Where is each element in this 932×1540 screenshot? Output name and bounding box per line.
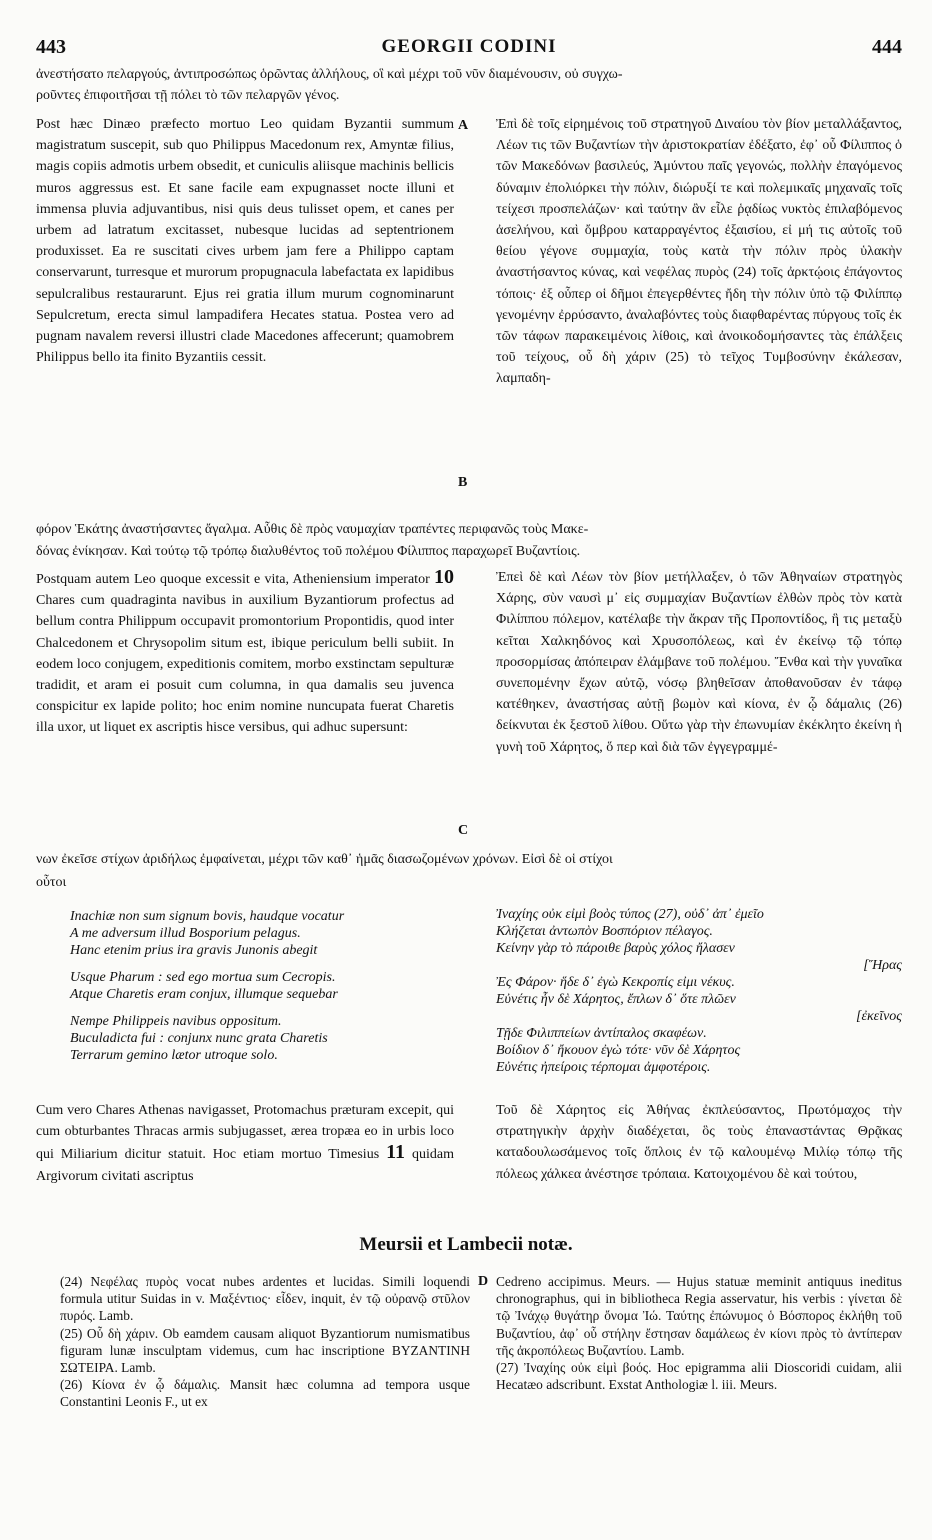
margin-marker-c: C <box>458 823 469 838</box>
section-number-11: 11 <box>386 1141 406 1164</box>
note-25: (25) Οὗ δὴ χάριν. Ob eamdem causam aliquot Byzantiorum numismatibus figuram lunæ insculptam videmus, cum hac inscriptione ΒΥΖΑΝΤΙΝΗ ΣΩΤΕΙΡΑ. Lamb. <box>60 1325 470 1376</box>
greek-verses: Ἰναχίης οὐκ εἰμὶ βοὸς τύπος (27), οὐδ᾽ ἀπ᾽ ἐμεῖο Κλήζεται ἀντωπὸν Βοσπόριον πέλαγος. Κείνην γὰρ τὸ πάροιθε βαρὺς χόλος ἤλασεν [Ἥρας Ἐς Φάρον· ἥδε δ᾽ ἐγὼ Κεκροπίς εἰμι νέκυς. Εὐνέτις ἦν δὲ Χάρητος, ἔπλων δ᾽ ὅτε πλῶεν [ἐκεῖνος Τῇδε Φιλιππείων ἀντίπαλος σκαφέων. Βοίδιον δ᾽ ἤκουον ἐγὼ τότε· νῦν δὲ Χάρητος Εὐνέτις ἠπείροις τέρπομαι ἀμφοτέροις. <box>496 907 902 1075</box>
margin-marker-a: A <box>458 118 469 133</box>
page-number-left: 443 <box>36 36 66 58</box>
greek-full-line-2: δόνας ἐνίκησαν. Καὶ τούτῳ τῷ τρόπῳ διαλυθέντος τοῦ πολέμου Φίλιππος παραχωρεῖ Βυζαντίοις. <box>36 544 581 559</box>
section-number-10: 10 <box>434 566 454 588</box>
notes-right-column <box>496 1273 902 1393</box>
latin-verses: Inachiæ non sum signum bovis, haudque vocatur A me adversum illud Bosporium pelagus. Hanc etenim prius ira gravis Junonis abegit Usque Pharum : sed ego mortua sum Cecropis. Atque Charetis eram conjux, illumque sequebar Nempe Philippeis navibus oppositum. Buculadicta fui : conjunx nunc grata Charetis Terrarum gemino lætor utroque solo. <box>70 909 345 1063</box>
page-header <box>36 36 902 62</box>
page-number-right: 444 <box>872 36 902 58</box>
greek-full-line-3: νων ἐκεῖσε στίχων ἀριδήλως ἐμφαίνεται, μέχρι τῶν καθ᾽ ἡμᾶς διασωζομένων χρόνων. Εἰσὶ δὲ οἱ στίχοι <box>36 852 613 867</box>
note-26: (26) Κίονα ἐν ᾧ δάμαλις. Mansit hæc columna ad tempora usque Constantini Leonis F., ut ex <box>60 1377 470 1410</box>
greek-paragraph-1: Ἐπὶ δὲ τοῖς εἰρημένοις τοῦ στρατηγοῦ Διναίου τὸν βίον μεταλλάξαντος, Λέων τις τῶν Βυζαντίων τὴν ἀριστοκρατίαν ἐδέξατο, ἐφ᾽ οὗ Φίλιππος ὁ τῶν Μακεδόνων βασιλεύς, Ἀμύντου παῖς γεγονώς, πολλὴν ἐπαγόμενος δύναμιν ἐπολιόρκει τὴν πόλιν, διώρυξί τε καὶ πολεμικαῖς μηχαναῖς τοῖς τείχεσι προσπελάζων· καὶ ταύτην ἂν εἶλε ῥᾳδίως νυκτὸς ἐπιλαβόμενος ἀσελήνου, καὶ ὄμβρου καταρραγέντος ἐξαισίου, εἰ μή τις αὐτοῖς τοῦ θείου γέγονε συμμαχία, τοὺς κατὰ τὴν πόλιν πρὸς ὑλακὴν ἀναστήσαντος κύνας, καὶ νεφέλας πυρὸς (24) τοῖς ἀρκτῴοις ἐπάγοντος τόποις· ἐξ οὗπερ οἱ δῆμοι ἐπεγερθέντες ἤδη τὴν πόλιν ὑπὸ τῷ Φιλίππῳ γενομένην ἐρρύσαντο, ἀναλαβόντες τοὺς διαφθαρέντας πύργους τοῖς ἐκ τῶν τάφων παρακειμένοις λίθοις, καὶ ἀνοικοδομήσαντες τὰς ἐπάλξεις τοῦ τείχους, οὗ δὴ χάριν (25) τὸ τεῖχος Τυμβοσύνην ἐκάλεσαν, λαμπαδη- <box>496 117 902 387</box>
notes-heading: Meursii et Lambecii notæ. <box>359 1234 573 1255</box>
note-26-continued: Cedreno accipimus. Meurs. — Hujus statuæ meminit antiquus ineditus chronographus, qui in bibliotheca Regia asservatur, his verbis : γίνεται δὲ τῷ Ἰνάχῳ θυγάτηρ ὄνομα Ἰώ. Ταύτης ἐπώνυμος ὁ Βόσπορος ἐκλήθη τοῦ Βυζαντίου, ἀφ᾽ οὗ στήλην ἔστησαν δαμάλεως ἐν κίονι πρὸς τὸ ἀντίπεραν τῆς ἀκροπόλεως Βυζαντίου. Lamb. <box>496 1274 902 1358</box>
latin-paragraph-1: Post hæc Dinæo præfecto mortuo Leo quidam Byzantii summum magistratum suscepit, sub quo Philippus Macedonum rex, Amyntæ filius, magis copiis admotis urbem obsedit, et cuniculis aliisque machinis bellicis muros aggressus est. Et sane facile eam expugnasset nocte illuni et immensa pluvia adjuvantibus, nisi quis deus tulisset opem, et canes per urbem ad latratum excitasset, nubesque lucidas ad septentrionem produxisset. Ea re suscitati cives urbem jam fere a Philippo captam conservarunt, turresque et murorum propugnacula labefactata ex lapidibus sepulcralibus restaurarunt. Ejus rei gratia illum murum cognominarunt Sepulcretum, erecta simul lampadifera Hecates statua. Postea vero ad pugnam navalem reversi illustri clade Macedones affecerunt; quamobrem Philippus bello ita finito Byzantiis cessit. <box>36 117 454 366</box>
notes-left-column <box>60 1273 470 1411</box>
margin-marker-b: B <box>458 475 468 490</box>
greek-full-line-1: φόρον Ἑκάτης ἀναστήσαντες ἄγαλμα. Αὖθις δὲ πρὸς ναυμαχίαν τραπέντες περιφανῶς τοὺς Μακε- <box>36 522 589 537</box>
greek-full-line-4: οὗτοι <box>36 875 67 890</box>
note-27: (27) Ἰναχίης οὐκ εἰμὶ βοός. Hoc epigramma alii Dioscoridi cuidam, alii Hecatæo adscribunt. Exstat Anthologiæ l. iii. Meurs. <box>496 1360 902 1393</box>
greek-paragraph-2: Ἐπεὶ δὲ καὶ Λέων τὸν βίον μετήλλαξεν, ὁ τῶν Ἀθηναίων στρατηγὸς Χάρης, σὺν ναυσὶ μ᾽ εἰς συμμαχίαν Βυζαντίων ἐλθὼν πρὸς τὸν κατὰ Φιλίππου πόλεμον, κατέλαβε τὴν ἄκραν τῆς Προποντίδος, ἣ τις μεταξὺ κεῖται Χαλκηδόνος καὶ Χρυσοπόλεως, καὶ ἐν ἐκείνῳ τῷ τόπῳ προσορμίσας ἀπόπειραν ἐλάμβανε τοῦ πολέμου. Ἔνθα καὶ τὴν γυναῖκα συνεπομένην ἔχων αὐτῷ, νόσῳ βληθεῖσαν ἀποθανοῦσαν ἐν τάφῳ κατέθηκεν, ἀναστήσας αὐτῇ βωμὸν καὶ κίονα, ἐν ᾧ δάμαλις (26) δείκνυται ἐκ ξεστοῦ λίθου. Οὕτω γὰρ τὴν ἐπωνυμίαν ἐκέκλητο ἐκείνη ἡ γυνὴ τοῦ Χάρητος, ὅ περ καὶ διὰ τῶν ἐγγεγραμμέ- <box>496 570 902 755</box>
running-title: GEORGII CODINI <box>381 36 557 57</box>
greek-paragraph-3: Τοῦ δὲ Χάρητος εἰς Ἀθήνας ἐκπλεύσαντος, Πρωτόμαχος τὴν στρατηγικὴν ἀρχὴν διαδέχεται, ὃς τοὺς ἐπαναστάντας Θρᾷκας καταδουλωσάμενος τοῖς ὅπλοις ἐν τῷ καλουμένῳ Μιλίῳ τόπῳ τῆς πόλεως χάλκεα ἀνέστησε τρόπαια. Κατοιχομένου δὲ καὶ τούτου, <box>496 1103 902 1182</box>
latin-paragraph-2: Postquam autem Leo quoque excessit e vita, Atheniensium imperator 10 Chares cum quadraginta navibus in auxilium Byzantiorum profectus ad bellum contra Philippum occupavit promontorium Propontidis, quod inter Chalcedonem et Chrysopolim situm est, ibique periculum belli subiit. In eodem loco conjugem, expeditionis comitem, morbo exstinctam sepulturæ tradidit, et aram ei posuit cum columna, in qua damalis seu juvenca conspicitur ex lapide polito; hoc enim nomine nuncupata fuerat Charetis illa uxor, ut liquet ex ascriptis hisce versibus, qui adhuc supersunt: <box>36 566 454 736</box>
latin-paragraph-3: Cum vero Chares Athenas navigasset, Protomachus præturam excepit, qui cum obturbantes Thracas armis subjugasset, ærea tropæa eo in urbis loco qui Miliarium dicitur statuit. Hoc etiam mortuo Timesius 11 quidam Argivorum civitati ascriptus <box>36 1103 454 1184</box>
margin-marker-d: D <box>478 1274 489 1289</box>
note-24: (24) Νεφέλας πυρὸς vocat nubes ardentes et lucidas. Simili loquendi formula utitur Suidas in v. Μαξέντιος· εἶδεν, inquit, ἐν τῷ οὐρανῷ στῦλον πυρός. Lamb. <box>60 1274 470 1324</box>
greek-top-line-1: ἀνεστήσατο πελαργούς, ἀντιπροσώπως ὁρῶντας ἀλλήλους, οἳ καὶ μέχρι τοῦ νῦν διαμένουσιν, οὐ συγχω- <box>36 67 623 82</box>
greek-top-line-2: ροῦντες ἐπιφοιτῆσαι τῇ πόλει τὸ τῶν πελαργῶν γένος. <box>36 88 340 103</box>
